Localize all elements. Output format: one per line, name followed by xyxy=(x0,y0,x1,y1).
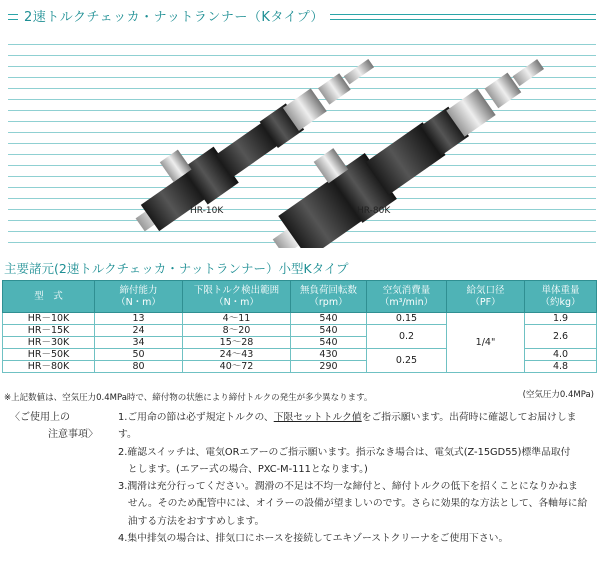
cell-model: HR－50K xyxy=(3,349,95,361)
note-2: 2.確認スイッチは、電気ORエアーのご指示願います。指示なき場合は、電気式(Z-15GD55)標準品取付 xyxy=(118,446,571,458)
cell-weight: 4.0 xyxy=(525,349,597,361)
note-3: 3.潤滑は充分行ってください。潤滑の不足は不均一な締付と、締付トルクの低下を招くことになりかねま xyxy=(118,481,578,493)
caption-right: HR-80K xyxy=(357,206,391,216)
cell-rpm: 540 xyxy=(291,325,367,337)
header-port: 給気口径 （PF） xyxy=(447,281,525,313)
cell-weight: 1.9 xyxy=(525,313,597,325)
table-row xyxy=(3,313,597,325)
cell-capacity: 80 xyxy=(95,361,183,373)
cell-model: HR－10K xyxy=(3,313,95,325)
cell-air: 0.25 xyxy=(367,349,447,373)
cell-rpm: 540 xyxy=(291,337,367,349)
cell-model: HR－15K xyxy=(3,325,95,337)
cell-weight: 2.6 xyxy=(525,325,597,349)
header-model: 型 式 xyxy=(3,281,95,313)
title-bar xyxy=(0,0,600,38)
note-3-cont: せん。そのため配管中には、オイラーの設備が望ましいのです。さらに効果的な方法として、各軸毎に給 xyxy=(118,498,588,510)
table-header-row xyxy=(3,281,597,313)
header-weight: 単体重量 （約kg） xyxy=(525,281,597,313)
cell-lower-torque: 15～28 xyxy=(183,337,291,349)
cell-air: 0.2 xyxy=(367,325,447,349)
cell-capacity: 24 xyxy=(95,325,183,337)
notes-heading xyxy=(10,409,98,443)
notes-heading-line: 注意事項〉 xyxy=(48,429,98,440)
cell-rpm: 430 xyxy=(291,349,367,361)
tool-hr80k xyxy=(250,38,557,248)
section-title: 主要諸元(2速トルクチェッカ・ナットランナー）小型Kタイプ xyxy=(4,261,349,276)
note-4: 4.集中排気の場合は、排気口にホースを接続してエキゾーストクリーナをご使用下さい。 xyxy=(118,533,509,545)
cell-model: HR－30K xyxy=(3,337,95,349)
page-title: 2速トルクチェッカ・ナットランナー（Kタイプ） xyxy=(18,6,330,25)
caption-left: HR-10K xyxy=(190,206,224,216)
pressure-note: (空気圧力0.4MPa) xyxy=(522,390,594,400)
cell-air: 0.15 xyxy=(367,313,447,325)
note-2-cont: とします。(エアー式の場合、PXC-M-111となります。) xyxy=(118,463,368,475)
notes-heading-line: 〈ご使用上の xyxy=(10,412,70,423)
cell-rpm: 290 xyxy=(291,361,367,373)
note-1: 1.ご用命の節は必ず規定トルクの、下限セットトルク値をご指示願います。出荷時に確認してお届けします。 xyxy=(118,412,577,441)
cell-capacity: 50 xyxy=(95,349,183,361)
header-capacity: 締付能力 （N・m） xyxy=(95,281,183,313)
cell-lower-torque: 4～11 xyxy=(183,313,291,325)
cell-lower-torque: 40～72 xyxy=(183,361,291,373)
cell-capacity: 13 xyxy=(95,313,183,325)
spec-table xyxy=(2,280,597,373)
cell-capacity: 34 xyxy=(95,337,183,349)
cell-weight: 4.8 xyxy=(525,361,597,373)
note-3-cont: 油する方法をおすすめします。 xyxy=(118,515,265,527)
header-rpm: 無負荷回転数 （rpm） xyxy=(291,281,367,313)
usage-notes xyxy=(118,409,594,547)
cell-lower-torque: 8～20 xyxy=(183,325,291,337)
header-lower-torque: 下限トルク検出範囲 （N・m） xyxy=(183,281,291,313)
cell-port: 1/4" xyxy=(447,313,525,373)
product-photo xyxy=(0,38,600,248)
cell-model: HR－80K xyxy=(3,361,95,373)
footnote: ※上記数値は、空気圧力0.4MPa時で、締付物の状態により締付トルクの発生が多少異なります。 xyxy=(4,393,373,403)
cell-lower-torque: 24～43 xyxy=(183,349,291,361)
header-air: 空気消費量 （m³/min） xyxy=(367,281,447,313)
cell-rpm: 540 xyxy=(291,313,367,325)
